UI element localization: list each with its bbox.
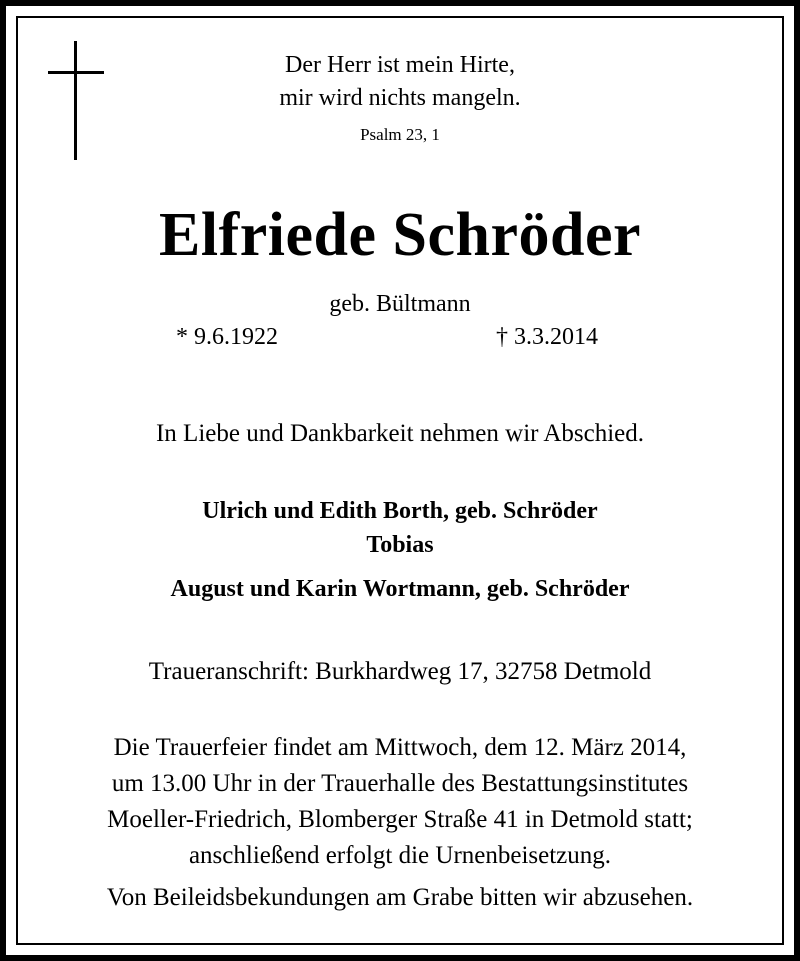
verse-line-2: mir wird nichts mangeln.: [279, 85, 521, 111]
mourner-line: Ulrich und Edith Borth, geb. Schröder: [202, 498, 598, 524]
birth-date: * 9.6.1922: [176, 324, 278, 350]
ceremony-line: um 13.00 Uhr in der Trauerhalle des Bestattungsinstitutes: [111, 770, 689, 797]
verse-reference: Psalm 23, 1: [360, 125, 440, 144]
farewell-text: In Liebe und Dankbarkeit nehmen wir Abschied.: [155, 420, 645, 447]
maiden-name: geb. Bültmann: [329, 291, 471, 317]
death-date: † 3.3.2014: [496, 324, 598, 350]
verse-line-1: Der Herr ist mein Hirte,: [285, 52, 515, 78]
ceremony-line: Die Trauerfeier findet am Mittwoch, dem 12. März 2014,: [113, 734, 687, 761]
deceased-name: Elfriede Schröder: [158, 201, 641, 269]
condolence-note: Von Beileidsbekundungen am Grabe bitten wir abzusehen.: [106, 884, 694, 911]
ceremony-line: Moeller-Friedrich, Blomberger Straße 41 in Detmold statt;: [107, 806, 693, 833]
mourning-address: Traueranschrift: Burkhardweg 17, 32758 Detmold: [148, 658, 652, 685]
mourner-line: August und Karin Wortmann, geb. Schröder: [170, 576, 630, 602]
mourner-line: Tobias: [366, 532, 434, 558]
ceremony-line: anschließend erfolgt die Urnenbeisetzung.: [188, 842, 612, 869]
